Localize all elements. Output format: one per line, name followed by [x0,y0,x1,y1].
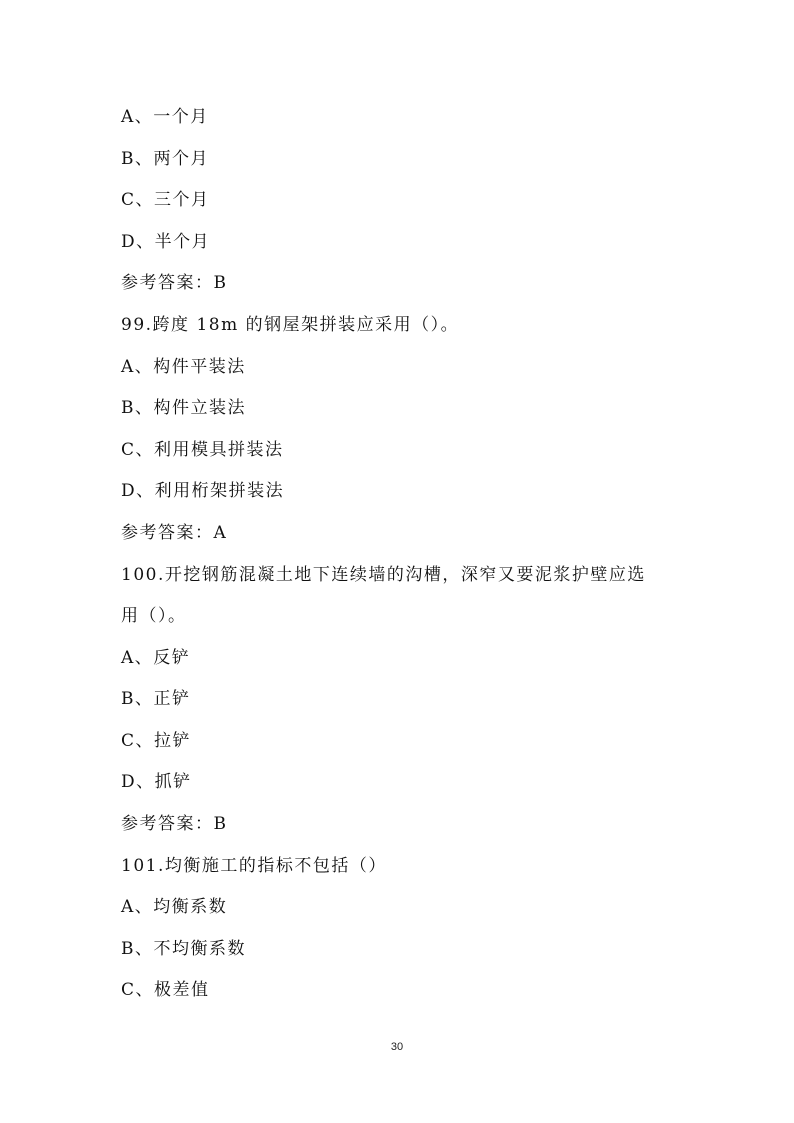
q100-option-b: B、正铲 [121,689,191,709]
q99-option-a: A、构件平装法 [121,357,246,377]
q99-answer: 参考答案：A [121,523,228,543]
q98-option-b: B、两个月 [121,149,209,169]
q101-option-b: B、不均衡系数 [121,939,246,959]
q98-option-a: A、一个月 [121,107,209,127]
q99-option-d: D、利用桁架拼装法 [121,481,285,501]
page-number: 30 [390,1041,404,1053]
q98-option-d: D、半个月 [121,232,211,252]
q100-option-a: A、反铲 [121,648,191,668]
q99-question: 99.跨度 18m 的钢屋架拼装应采用（）。 [121,315,460,335]
q101-question: 101.均衡施工的指标不包括（） [121,856,387,876]
q101-option-a: A、均衡系数 [121,897,228,917]
q98-answer: 参考答案：B [121,273,228,293]
q100-option-d: D、抓铲 [121,772,192,792]
q100-question-line2: 用（）。 [121,606,187,626]
q98-option-c: C、三个月 [121,190,210,210]
q100-option-c: C、拉铲 [121,731,192,751]
q101-option-c: C、极差值 [121,980,210,1000]
q99-option-b: B、构件立装法 [121,398,246,418]
q100-question-line1: 100.开挖钢筋混凝土地下连续墙的沟槽，深窄又要泥浆护壁应选 [121,565,646,585]
q99-option-c: C、利用模具拼装法 [121,440,284,460]
q100-answer: 参考答案：B [121,814,228,834]
